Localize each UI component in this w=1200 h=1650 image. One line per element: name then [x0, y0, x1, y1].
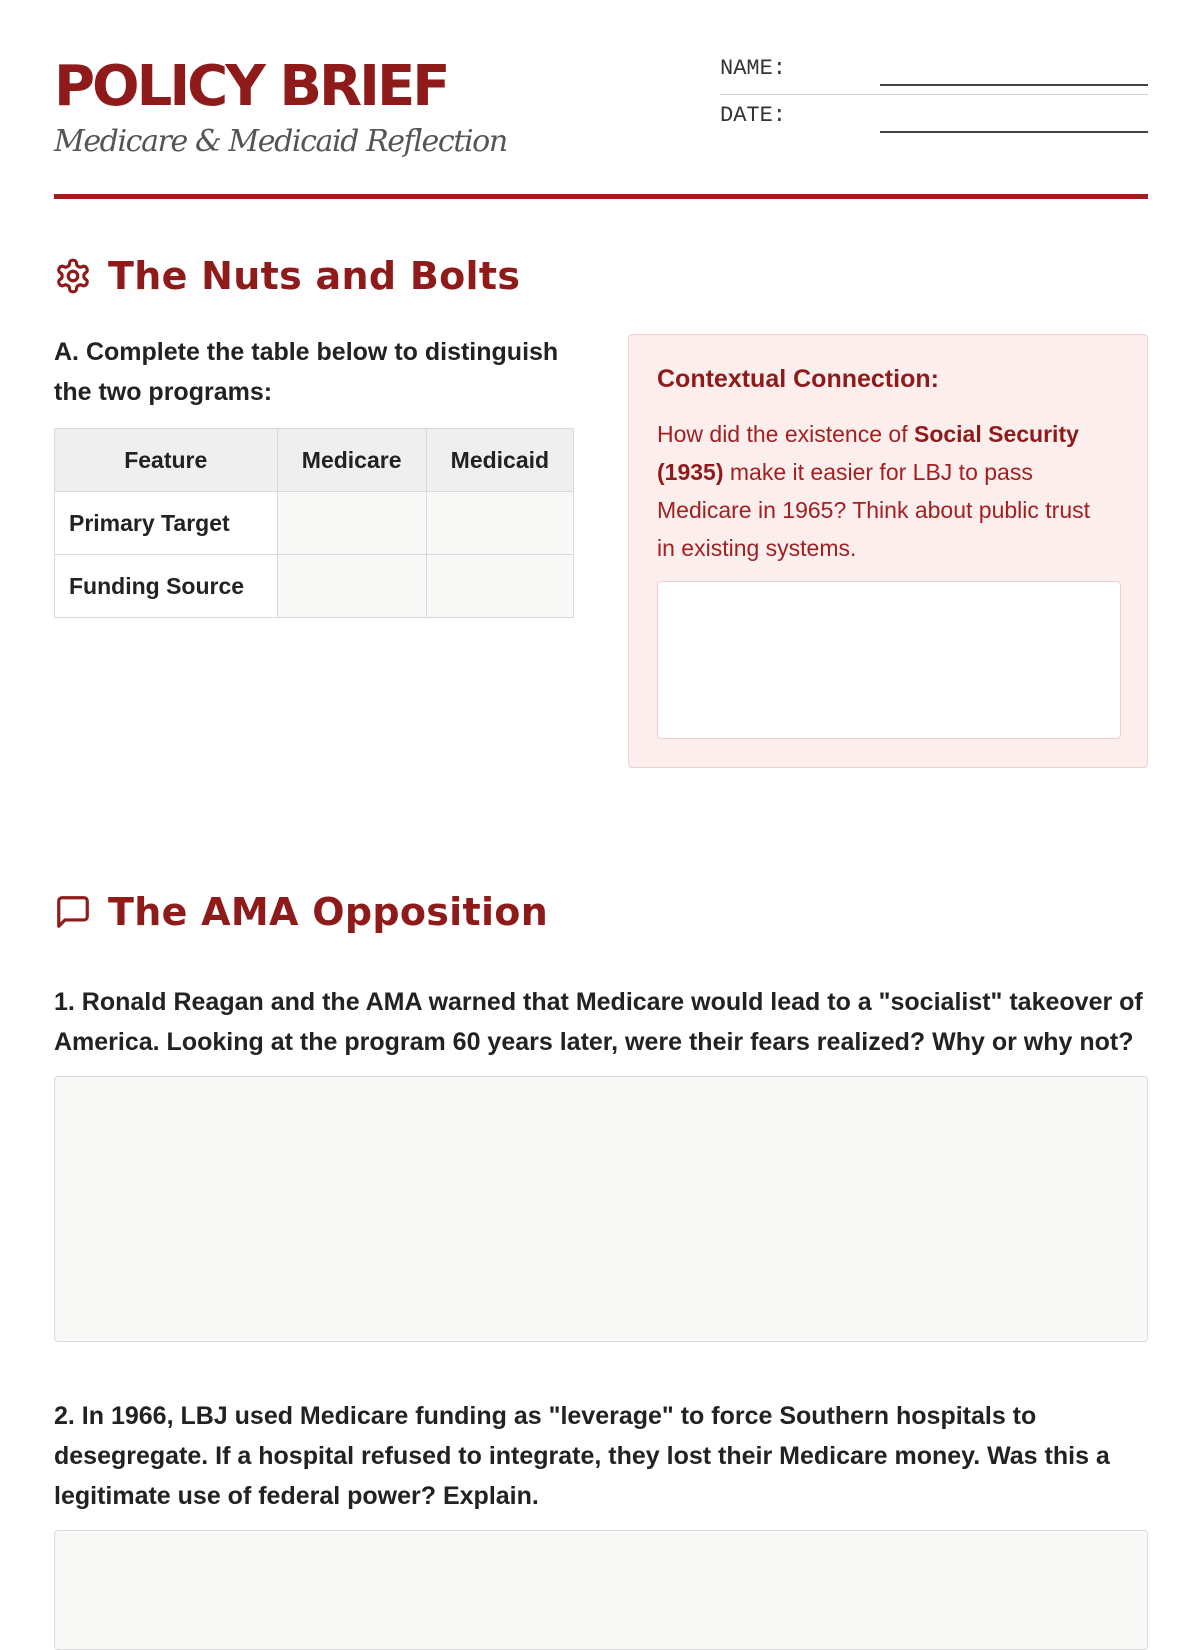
date-field[interactable]	[880, 131, 1148, 133]
table-header-row	[55, 429, 574, 492]
name-field[interactable]	[880, 84, 1148, 86]
question-1: 1. Ronald Reagan and the AMA warned that Medicare would lead to a "socialist" takeover of America. Looking at the program 60 years later, were their fears realized? Why or why not?	[54, 988, 1143, 1056]
speech-bubble-icon	[54, 893, 92, 931]
gear-icon	[54, 257, 92, 295]
contextual-connection-callout	[628, 334, 1148, 768]
table-row	[55, 555, 574, 618]
section-heading-ama-opposition	[54, 890, 548, 934]
student-info	[720, 50, 1148, 143]
callout-prompt-emphasis: Social Security (1935)	[657, 421, 1079, 485]
page-subtitle: Medicare & Medicaid Reflection	[54, 124, 507, 159]
date-row	[720, 97, 1148, 143]
table-instruction: A. Complete the table below to distinguish the two programs:	[54, 338, 559, 406]
answer-box-1[interactable]	[54, 1076, 1148, 1342]
cell-medicaid-primary-target[interactable]	[426, 492, 573, 555]
column-header-feature: Feature	[55, 429, 278, 492]
comparison-table	[54, 428, 574, 618]
section-heading-label: The Nuts and Bolts	[108, 254, 521, 298]
section-heading-nuts-and-bolts	[54, 254, 520, 298]
callout-prompt-tail: make it easier for LBJ to pass Medicare in 1965? Think about public trust in existing systems.	[657, 459, 1091, 561]
callout-title: Contextual Connection:	[657, 365, 939, 393]
name-row	[720, 50, 1148, 95]
cell-medicare-primary-target[interactable]	[277, 492, 426, 555]
cell-medicare-funding-source[interactable]	[277, 555, 426, 618]
page-title: POLICY BRIEF	[54, 54, 448, 119]
callout-prompt	[657, 415, 1107, 567]
header-divider	[54, 194, 1148, 199]
column-header-medicaid: Medicaid	[426, 429, 573, 492]
row-label-primary-target: Primary Target	[55, 492, 278, 555]
cell-medicaid-funding-source[interactable]	[426, 555, 573, 618]
date-label: DATE:	[720, 103, 787, 128]
callout-answer-box[interactable]	[657, 581, 1121, 739]
name-label: NAME:	[720, 56, 787, 81]
column-header-medicare: Medicare	[277, 429, 426, 492]
callout-prompt-lead: How did the existence of	[657, 421, 914, 447]
question-2: 2. In 1966, LBJ used Medicare funding as "leverage" to force Southern hospitals to desegregate. If a hospital refused to integrate, they lost their Medicare money. Was this a legitimate use of federal power? Explain.	[54, 1402, 1110, 1510]
table-row	[55, 492, 574, 555]
answer-box-2[interactable]	[54, 1530, 1148, 1650]
section-heading-label: The AMA Opposition	[108, 890, 549, 934]
row-label-funding-source: Funding Source	[55, 555, 278, 618]
